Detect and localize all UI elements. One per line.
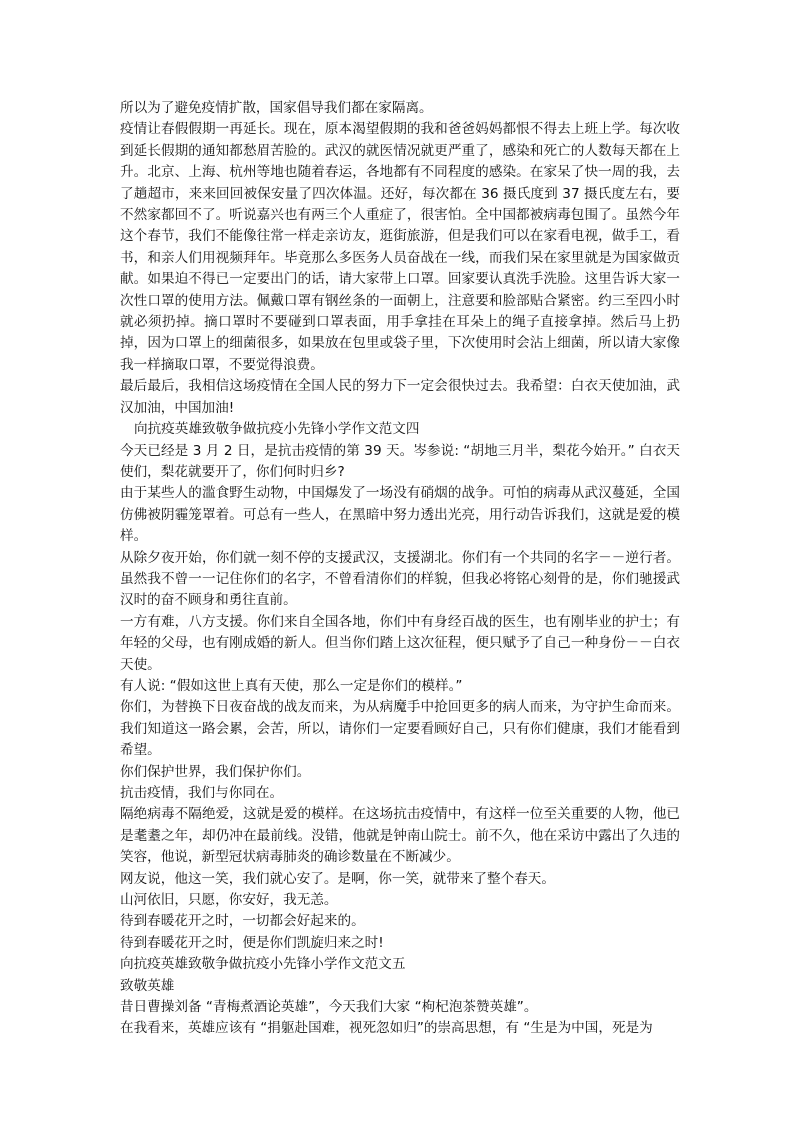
- paragraph: 你们，为替换下日夜奋战的战友而来，为从病魔手中抢回更多的病人而来，为守护生命而来。我们知道这一路会累，会苦，所以，请你们一定要看顾好自己，只有你们健康，我们才能看到希望。: [120, 699, 680, 759]
- paragraph: 疫情让春假假期一再延长。现在，原本渴望假期的我和爸爸妈妈都恨不得去上班上学。每次收到延长假期的通知都愁眉苦脸的。武汉的就医情况就更严重了，感染和死亡的人数每天都在上升。北京、上海、杭州等地也随着春运，各地都有不同程度的感染。在家呆了快一周的我，去了趟超市，来来回回被保安量了四次体温。还好，每次都在 36 摄氏度到 37 摄氏度左右，要不然家都回不了。听说嘉兴也有两三个人重症了，很害怕。全中国都被病毒包围了。虽然今年这个春节，我们不能像往常一样走亲访友，逛街旅游，但是我们可以在家看电视，做手工，看书，和亲人们用视频拜年。毕竟那么多医务人员奋战在一线，而我们呆在家里就是为国家做贡献。如果迫不得已一定要出门的话，请大家带上口罩。回家要认真洗手洗脸。这里告诉大家一次性口罩的使用方法。佩戴口罩有钢丝条的一面朝上，注意要和脸部贴合紧密。约三至四小时就必须扔掉。摘口罩时不要碰到口罩表面，用手拿挂在耳朵上的绳子直接拿掉。然后马上扔掉，因为口罩上的细菌很多，如果放在包里或袋子里，下次使用时会沾上细菌，所以请大家像我一样摘取口罩，不要觉得浪费。: [120, 121, 680, 373]
- paragraph: 你们保护世界，我们保护你们。: [120, 763, 311, 780]
- paragraph: 一方有难，八方支援。你们来自全国各地，你们中有身经百战的医生，也有刚毕业的护士；有年轻的父母，也有刚成婚的新人。但当你们踏上这次征程，便只赋予了自己一种身份－－白衣天使。: [120, 613, 680, 673]
- section-heading: 向抗疫英雄致敬争做抗疫小先锋小学作文范文四: [134, 421, 420, 438]
- paragraph: 隔绝病毒不隔绝爱，这就是爱的模样。在这场抗击疫情中，有这样一位至关重要的人物，他已是耄耋之年，却仍冲在最前线。没错，他就是钟南山院士。前不久，他在采访中露出了久违的笑容，他说，新型冠状病毒肺炎的确诊数量在不断减少。: [120, 806, 680, 866]
- paragraph: 山河依旧，只愿，你安好，我无恙。: [120, 892, 338, 909]
- paragraph: 抗击疫情，我们与你同在。: [120, 785, 284, 801]
- paragraph: 在我看来，英雄应该有 “捐躯赴国难，视死忽如归”的崇高思想，有 “生是为中国，死是为: [120, 1020, 653, 1037]
- paragraph: 最后最后，我相信这场疫情在全国人民的努力下一定会很快过去。我希望：白衣天使加油，武汉加油，中国加油!: [120, 378, 680, 416]
- paragraph: 从除夕夜开始，你们就一刻不停的支援武汉，支援湖北。你们有一个共同的名字－－逆行者。虽然我不曾一一记住你们的名字，不曾看清你们的样貌，但我必将铭心刻骨的是，你们驰援武汉时的奋不顾身和勇往直前。: [120, 549, 680, 609]
- section-heading: 向抗疫英雄致敬争做抗疫小先锋小学作文范文五: [120, 956, 406, 973]
- paragraph: 有人说: “假如这世上真有天使，那么一定是你们的模样。”: [120, 677, 463, 694]
- document-page: [120, 98, 680, 1040]
- essay-title: 致敬英雄: [120, 977, 175, 994]
- paragraph: 所以为了避免疫情扩散，国家倡导我们都在家隔离。: [120, 100, 433, 116]
- paragraph: 由于某些人的滥食野生动物，中国爆发了一场没有硝烟的战争。可怕的病毒从武汉蔓延，全国仿佛被阴霾笼罩着。可总有一些人，在黑暗中努力透出光亮，用行动告诉我们，这就是爱的模样。: [120, 485, 680, 545]
- paragraph: 今天已经是 3 月 2 日，是抗击疫情的第 39 天。岑参说: “胡地三月半，梨花今始开。” 白衣天使们，梨花就要开了，你们何时归乡?: [120, 442, 680, 480]
- paragraph: 待到春暖花开之时，一切都会好起来的。: [120, 913, 365, 930]
- paragraph: 昔日曹操刘备 “青梅煮酒论英雄”，今天我们大家 “枸杞泡茶赞英雄”。: [120, 999, 538, 1016]
- paragraph: 网友说，他这一笑，我们就心安了。是啊，你一笑，就带来了整个春天。: [120, 870, 555, 887]
- paragraph: 待到春暖花开之时，便是你们凯旋归来之时!: [120, 934, 384, 951]
